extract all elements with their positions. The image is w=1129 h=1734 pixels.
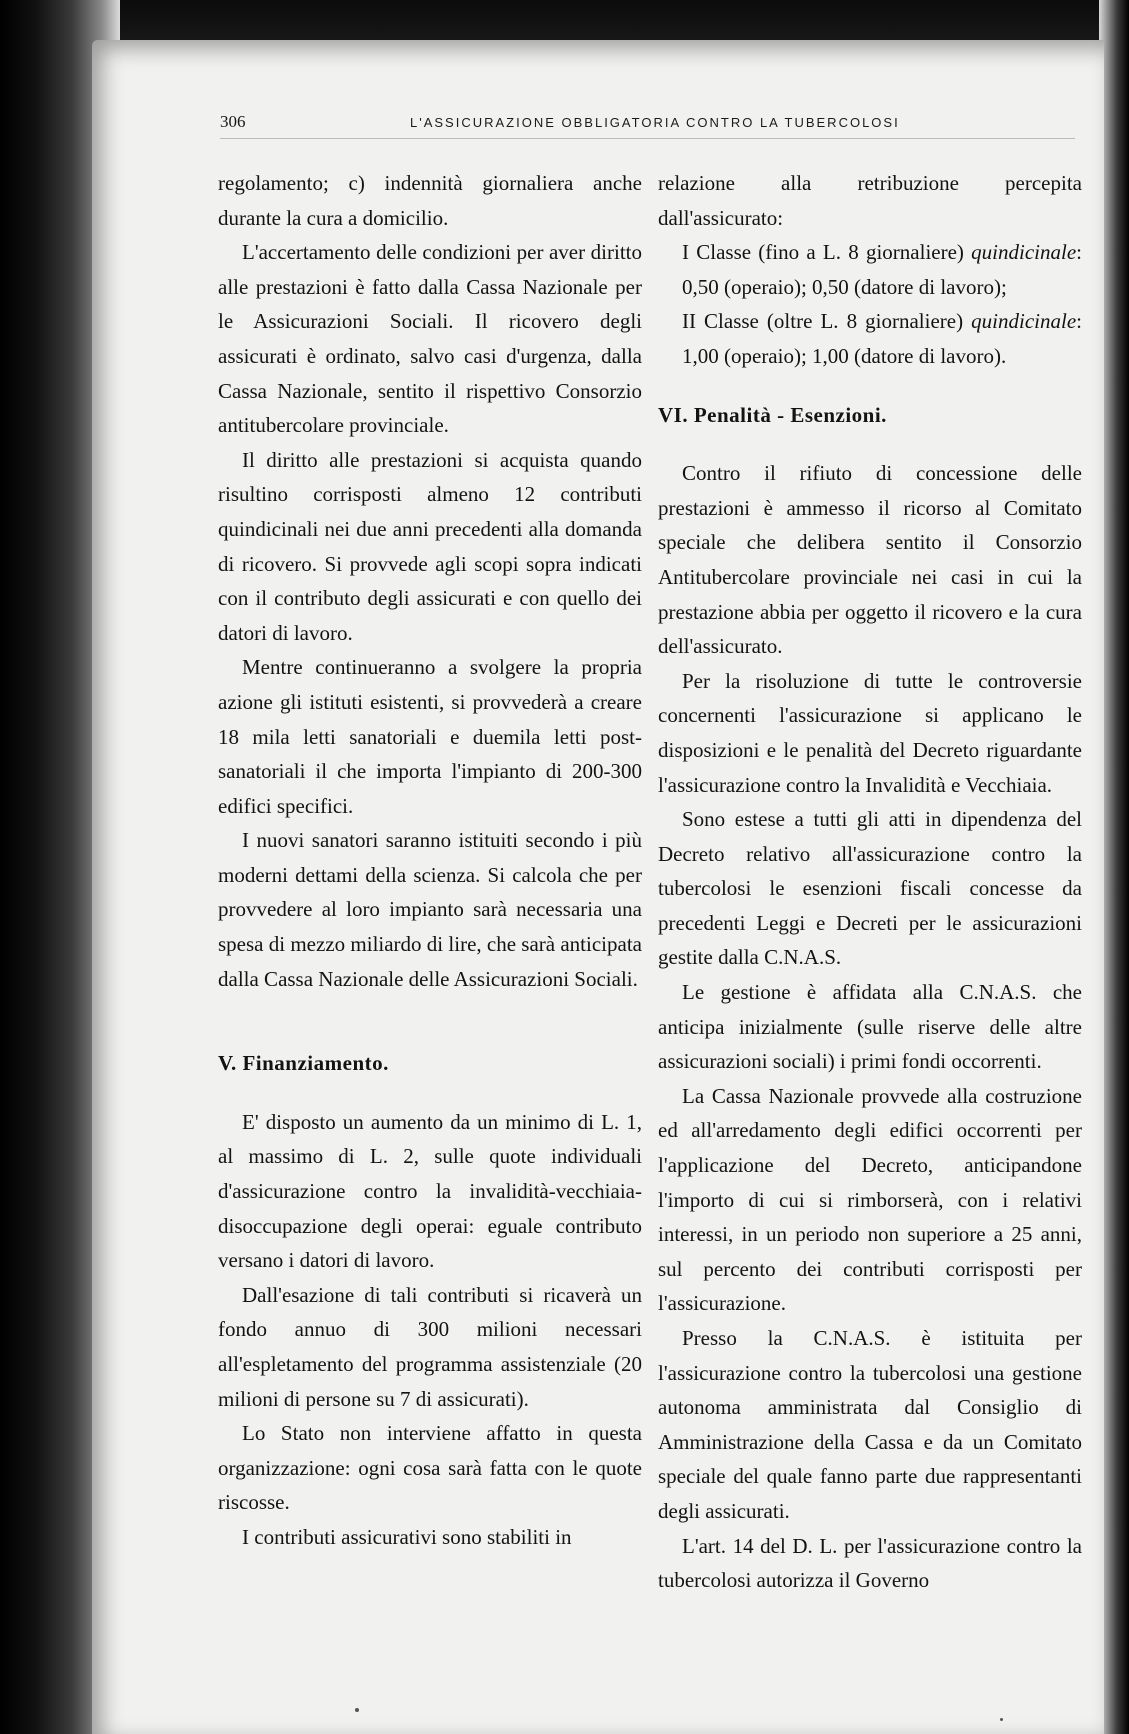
paragraph: regolamento; c) indennità giornaliera anche durante la cura a domicilio.	[218, 171, 642, 230]
paragraph: Il diritto alle prestazioni si acquista quando risultino corrisposti almeno 12 contributi quindicinali nei due anni precedenti alla domanda di ricovero. Si provvede agli scopi sopra indicati con il contributo degli assicurati e con quello dei datori di lavoro.	[218, 447, 642, 645]
section-gap	[658, 432, 1082, 456]
paragraph: L'accertamento delle condizioni per aver diritto alle prestazioni è fatto dalla Cassa Nazionale per le Assicurazioni Sociali. Il ricovero degli assicurati è ordinato, salvo casi d'urgenza, dalla Cassa Nazionale, sentito il rispettivo Consorzio antitubercolare provinciale.	[218, 240, 642, 438]
paragraph: Sono estese a tutti gli atti in dipendenza del Decreto relativo all'assicurazione contro la tubercolosi le esenzioni fiscali concesse da precedenti Leggi e Decreti per le assicurazioni gestite dalla C.N.A.S.	[658, 807, 1082, 970]
page-header	[220, 112, 1075, 139]
paragraph: L'art. 14 del D. L. per l'assicurazione contro la tubercolosi autorizza il Governo	[658, 1533, 1082, 1593]
section-heading-vi: VI. Penalità - Esenzioni.	[658, 402, 887, 427]
paragraph: E' disposto un aumento da un minimo di L. 1, al massimo di L. 2, sulle quote individuali d'assicurazione contro la invalidità-vecchiaia-disoccupazione degli operai: eguale contributo versano i datori di lavoro.	[218, 1109, 642, 1273]
paragraph: Mentre continueranno a svolgere la propria azione gli istituti esistenti, si provvederà a creare 18 mila letti sanatoriali e duemila letti post-sanatoriali il che importa l'impianto di 200-300 edifici specifici.	[218, 655, 642, 818]
paragraph: I contributi assicurativi sono stabiliti in	[242, 1524, 572, 1549]
paragraph: Per la risoluzione di tutte le controversie concernenti l'assicurazione si applicano le disposizioni e le penalità del Decreto riguardante l'assicurazione contro la Invalidità e Vecchiaia.	[658, 668, 1082, 797]
contribution-class-2	[658, 304, 1082, 373]
scan-speck	[1000, 1718, 1003, 1721]
section-gap	[218, 1081, 642, 1105]
class-1-rates: : 0,50 (operaio); 0,50 (datore di lavoro);	[682, 240, 1082, 299]
class-1-period: quindicinale	[971, 240, 1077, 265]
paragraph: I nuovi sanatori saranno istituiti secondo i più moderni dettami della scienza. Si calcola che per provvedere al loro impianto sarà necessaria una spesa di mezzo miliardo di lire, che sarà anticipata dalla Cassa Nazionale delle Assicurazioni Sociali.	[218, 828, 642, 991]
running-title: L'ASSICURAZIONE OBBLIGATORIA CONTRO LA TUBERCOLOSI	[410, 115, 900, 130]
class-1-label: I Classe (fino a L. 8 giornaliere)	[682, 240, 972, 265]
class-2-label: II Classe (oltre L. 8 giornaliere)	[682, 309, 972, 334]
paragraph: Dall'esazione di tali contributi si ricaverà un fondo annuo di 300 milioni necessari all'espletamento del programma assistenziale (20 milioni di persone su 7 di assicurati).	[218, 1282, 642, 1411]
class-2-period: quindicinale	[971, 309, 1077, 334]
section-gap	[658, 374, 1082, 398]
paragraph: Presso la C.N.A.S. è istituita per l'assicurazione contro la tubercolosi una gestione autonoma amministrata dal Consiglio di Amministrazione della Cassa e da un Comitato speciale del quale fanno parte due rappresentanti degli assicurati.	[658, 1326, 1082, 1523]
section-heading-v: V. Finanziamento.	[218, 1051, 389, 1076]
section-gap	[218, 996, 642, 1046]
paragraph: Lo Stato non interviene affatto in questa organizzazione: ogni cosa sarà fatta con le quote riscosse.	[218, 1421, 642, 1515]
scan-speck	[355, 1708, 359, 1712]
paragraph: relazione alla retribuzione percepita dall'assicurato:	[658, 171, 1082, 230]
contribution-class-1	[658, 235, 1082, 304]
paragraph: La Cassa Nazionale provvede alla costruzione ed all'arredamento degli edifici occorrenti per l'applicazione del Decreto, anticipandone l'importo di cui si rimborserà, con i relativi interessi, in un periodo non superiore a 25 anni, sul percento dei contributi corrisposti per l'assicurazione.	[658, 1083, 1082, 1316]
page-number: 306	[220, 112, 246, 131]
paragraph: Contro il rifiuto di concessione delle prestazioni è ammesso il ricorso al Comitato speciale che delibera sentito il Consorzio Antitubercolare provinciale nei casi in cui la prestazione abbia per oggetto il ricovero e la cura dell'assicurato.	[658, 461, 1082, 659]
right-column	[658, 166, 1082, 1598]
class-2-rates: : 1,00 (operaio); 1,00 (datore di lavoro).	[682, 309, 1082, 368]
paragraph: Le gestione è affidata alla C.N.A.S. che anticipa inizialmente (sulle riserve delle altre assicurazioni sociali) i primi fondi occorrenti.	[658, 980, 1082, 1074]
left-column	[218, 166, 642, 1555]
